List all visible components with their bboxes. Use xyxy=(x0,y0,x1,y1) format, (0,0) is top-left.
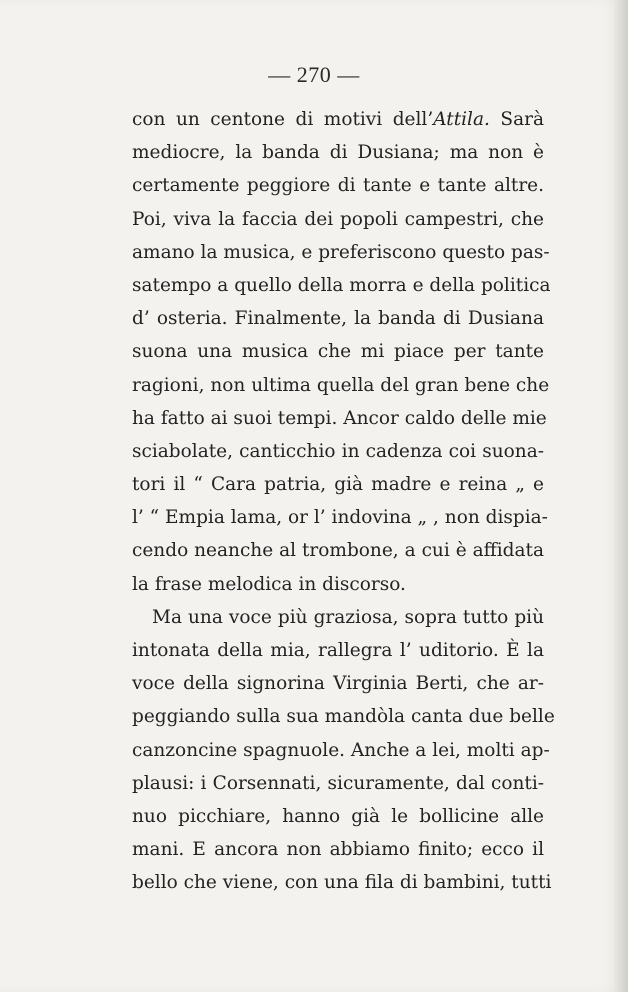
text-line: canzoncine spagnuole. Anche a lei, molti ap- xyxy=(132,739,550,761)
text-line: amano la musica, e preferiscono questo pas- xyxy=(132,241,550,263)
text-line: satempo a quello della morra e della politica xyxy=(132,274,551,296)
text-line: cendo neanche al trombone, a cui è affidata xyxy=(132,540,544,562)
text-line: peggiando sulla sua mandòla canta due belle xyxy=(132,706,555,728)
text-line: mani. E ancora non abbiamo finito; ecco il xyxy=(132,839,544,861)
text-line: certamente peggiore di tante e tante altre. xyxy=(132,175,544,197)
text-line xyxy=(132,103,544,136)
text-line: d’ osteria. Finalmente, la banda di Dusiana xyxy=(132,308,544,330)
text-line: ragioni, non ultima quella del gran bene che xyxy=(132,374,550,396)
text-line: plausi: i Corsennati, sicuramente, dal conti- xyxy=(132,772,544,794)
text-line: intonata della mia, rallegra l’ uditorio. È la xyxy=(132,640,544,661)
page-edge-shadow xyxy=(614,0,628,992)
text-line: nuo picchiare, hanno già le bollicine alle xyxy=(132,805,544,827)
text-span: con un centone di motivi dell’ xyxy=(132,109,434,130)
text-line: Ma una voce più graziosa, sopra tutto più xyxy=(152,606,544,628)
text-line: suona una musica che mi piace per tante xyxy=(132,341,544,363)
text-line: voce della signorina Virginia Berti, che ar- xyxy=(132,673,544,695)
text-line: l’ “ Empia lama, or l’ indovina „ , non dispia- xyxy=(132,507,548,529)
paragraph-2 xyxy=(132,601,555,900)
paragraph-1 xyxy=(132,103,551,601)
text-line: tori il “ Cara patria, già madre e reina „ e xyxy=(132,474,544,496)
text-line: ha fatto ai suoi tempi. Ancor caldo delle mie xyxy=(132,407,547,429)
text-line: bello che viene, con una fila di bambini, tutti xyxy=(132,872,552,894)
text-line: sciabolate, canticchio in cadenza coi suona- xyxy=(132,440,544,462)
text-span: Sarà xyxy=(489,109,544,130)
text-line: Poi, viva la faccia dei popoli campestri, che xyxy=(132,208,544,230)
italic-title: Attila. xyxy=(433,109,490,130)
page-number: — 270 — xyxy=(268,62,360,87)
text-line: la frase melodica in discorso. xyxy=(132,573,406,595)
text-line: mediocre, la banda di Dusiana; ma non è xyxy=(132,142,544,164)
body-text xyxy=(132,103,555,900)
